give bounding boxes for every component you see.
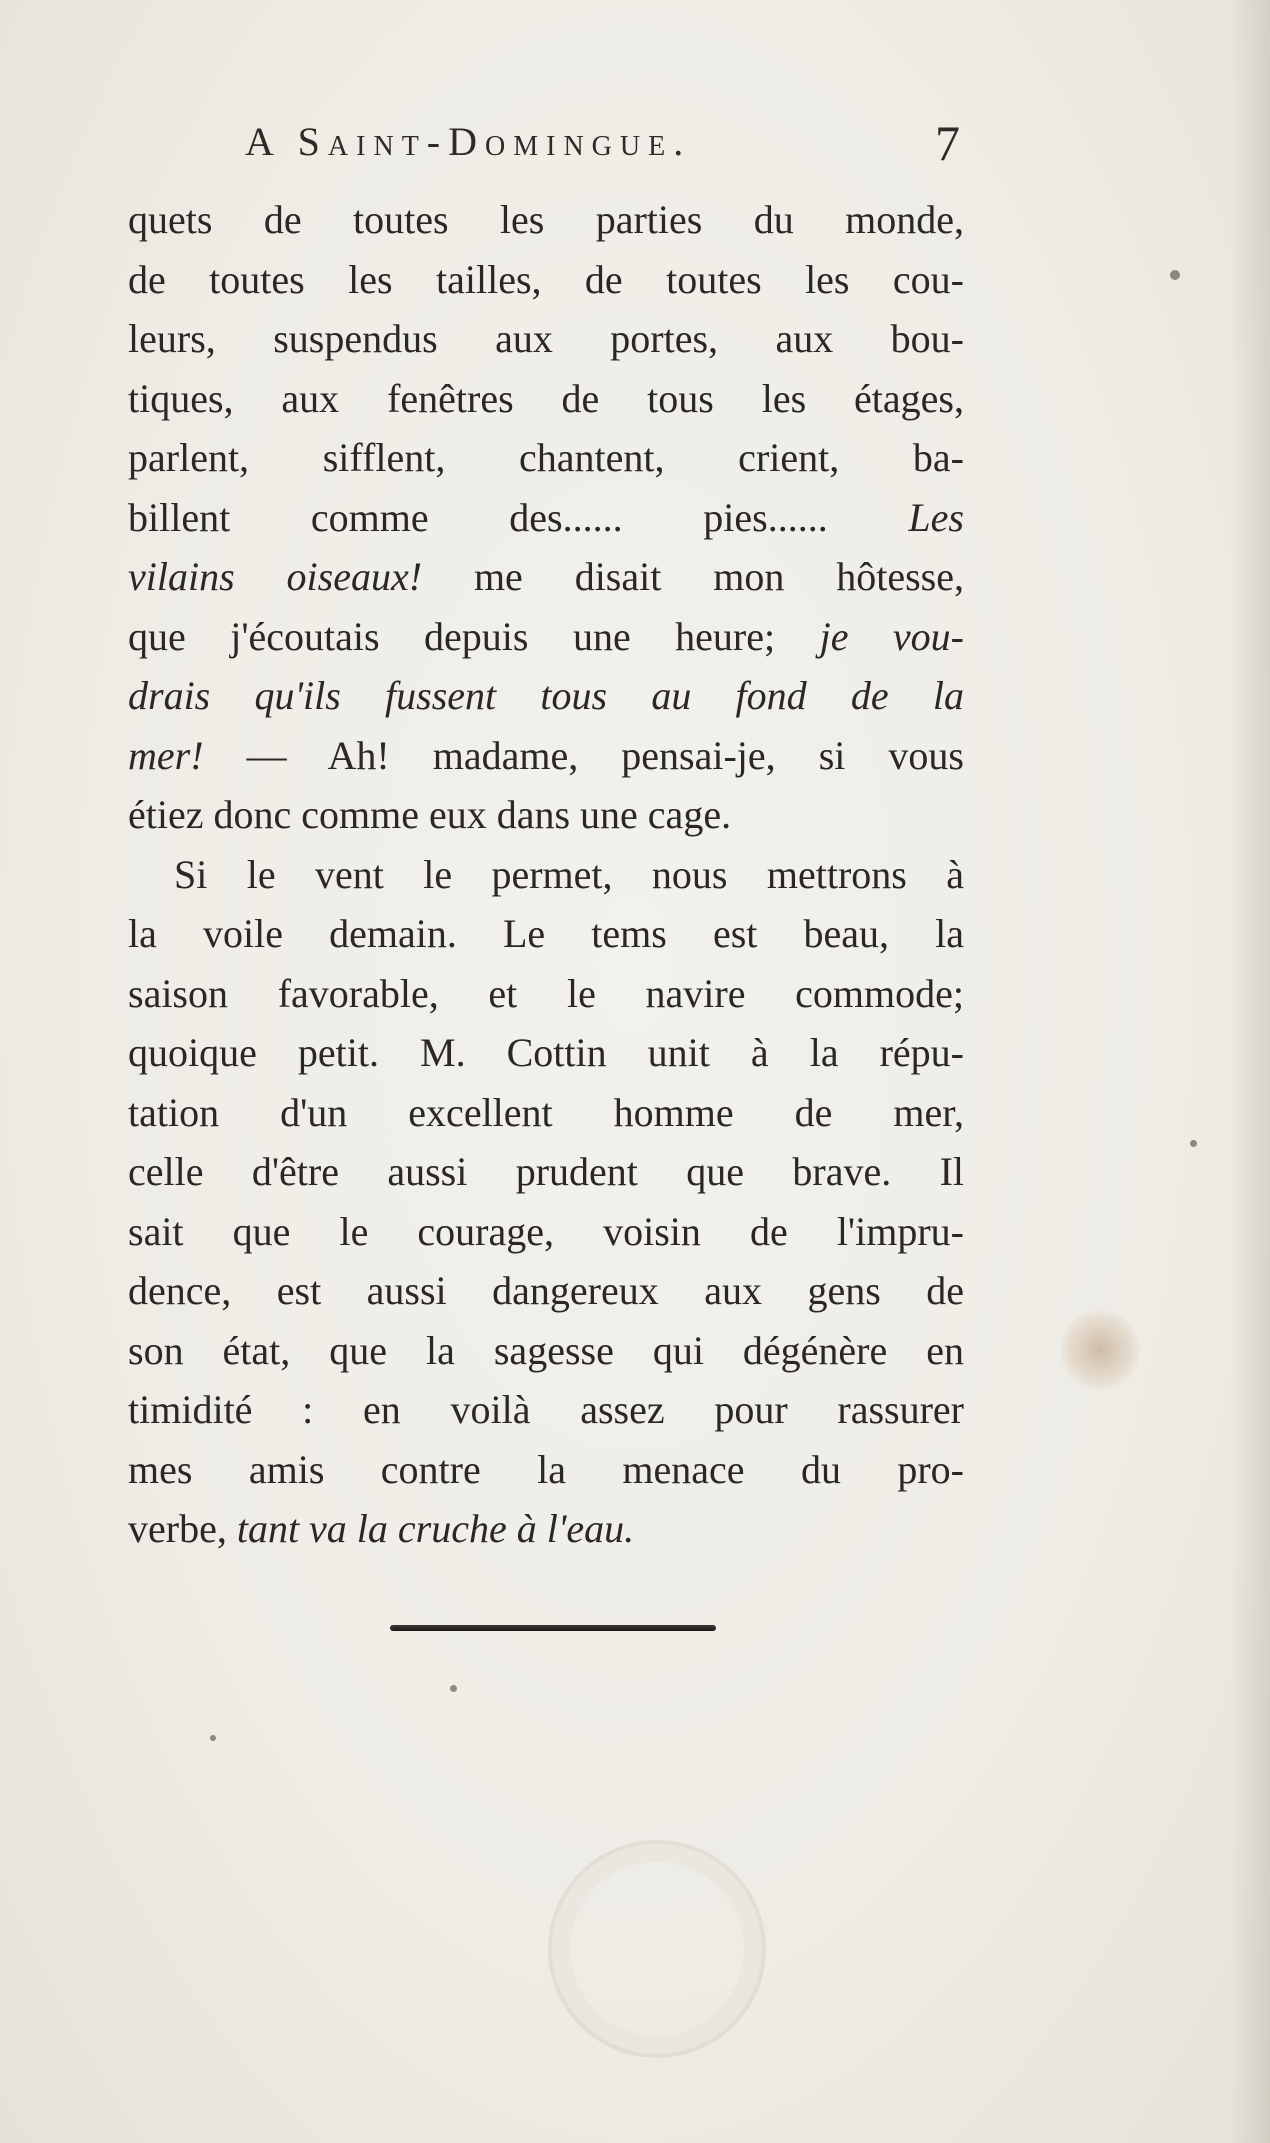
text-span: tiques, aux fenêtres de tous les étages, — [128, 375, 964, 421]
text-line — [128, 1023, 964, 1083]
text-line — [128, 488, 964, 548]
text-span: timidité : en voilà assez pour rassurer — [128, 1387, 964, 1432]
text-line — [128, 845, 964, 905]
running-head: A Saint-Domingue. — [245, 119, 692, 164]
page-header — [245, 115, 960, 178]
ink-speck — [450, 1685, 457, 1692]
text-line — [128, 250, 964, 310]
text-line — [128, 904, 964, 964]
page-number: 7 — [935, 115, 960, 171]
text-line — [128, 1142, 964, 1202]
text-line — [128, 785, 964, 845]
text-line — [128, 666, 964, 726]
show-through-decoration — [140, 1585, 150, 1641]
text-span: parlent, sifflent, chantent, crient, ba- — [128, 435, 964, 480]
end-rule — [390, 1625, 716, 1631]
italic-text-span: drais qu'ils fussent tous au fond de la — [128, 673, 964, 718]
text-span: étiez donc comme eux dans une cage. — [128, 792, 732, 837]
text-line — [128, 1499, 964, 1559]
text-line — [128, 726, 964, 786]
text-line — [128, 190, 964, 250]
text-line — [128, 309, 964, 369]
text-span: mes amis contre la menace du pro- — [128, 1446, 964, 1492]
italic-text-span: mer! — [128, 732, 204, 778]
text-span: quoique petit. M. Cottin unit à la répu- — [128, 1030, 964, 1075]
ink-speck — [1170, 270, 1180, 280]
text-span: tation d'un excellent homme de mer, — [128, 1089, 964, 1135]
text-span: me disait mon hôtesse, — [422, 554, 964, 599]
text-line — [128, 547, 964, 607]
text-span: verbe, — [128, 1506, 237, 1551]
text-span: leurs, suspendus aux portes, aux bou- — [128, 316, 964, 361]
body-text — [128, 190, 964, 1559]
text-line — [128, 1321, 964, 1381]
italic-text-span: vilains oiseaux! — [128, 554, 423, 599]
text-line — [128, 1440, 964, 1500]
italic-text-span: tant va la cruche à l'eau. — [236, 1506, 635, 1551]
text-line — [128, 1380, 964, 1440]
ink-speck — [210, 1735, 216, 1741]
text-line — [128, 428, 964, 488]
italic-text-span: je vou- — [819, 613, 964, 659]
text-span: son état, que la sagesse qui dégénère en — [128, 1327, 964, 1373]
italic-text-span: Les — [908, 494, 964, 540]
text-line — [128, 1261, 964, 1321]
text-span: que j'écoutais depuis une heure; — [128, 613, 820, 659]
text-span: billent comme des...... pies...... — [128, 494, 909, 540]
text-line — [128, 1202, 964, 1262]
text-span: celle d'être aussi prudent que brave. Il — [128, 1149, 964, 1194]
text-line — [128, 964, 964, 1024]
text-span: dence, est aussi dangereux aux gens de — [128, 1268, 964, 1313]
foxing-stain — [1060, 1310, 1140, 1390]
text-line — [128, 607, 964, 667]
text-span: Si le vent le permet, nous mettrons à — [174, 851, 964, 897]
ink-speck — [1190, 1140, 1197, 1147]
text-line — [128, 1083, 964, 1143]
text-span: quets de toutes les parties du monde, — [128, 197, 964, 242]
library-stamp-faint — [548, 1840, 766, 2058]
text-span: la voile demain. Le tems est beau, la — [128, 911, 964, 956]
text-line — [128, 369, 964, 429]
text-span: de toutes les tailles, de toutes les cou- — [128, 256, 964, 302]
text-span: saison favorable, et le navire commode; — [128, 970, 964, 1016]
text-span: — Ah! madame, pensai-je, si vous — [203, 732, 964, 778]
text-span: sait que le courage, voisin de l'impru- — [128, 1208, 964, 1254]
